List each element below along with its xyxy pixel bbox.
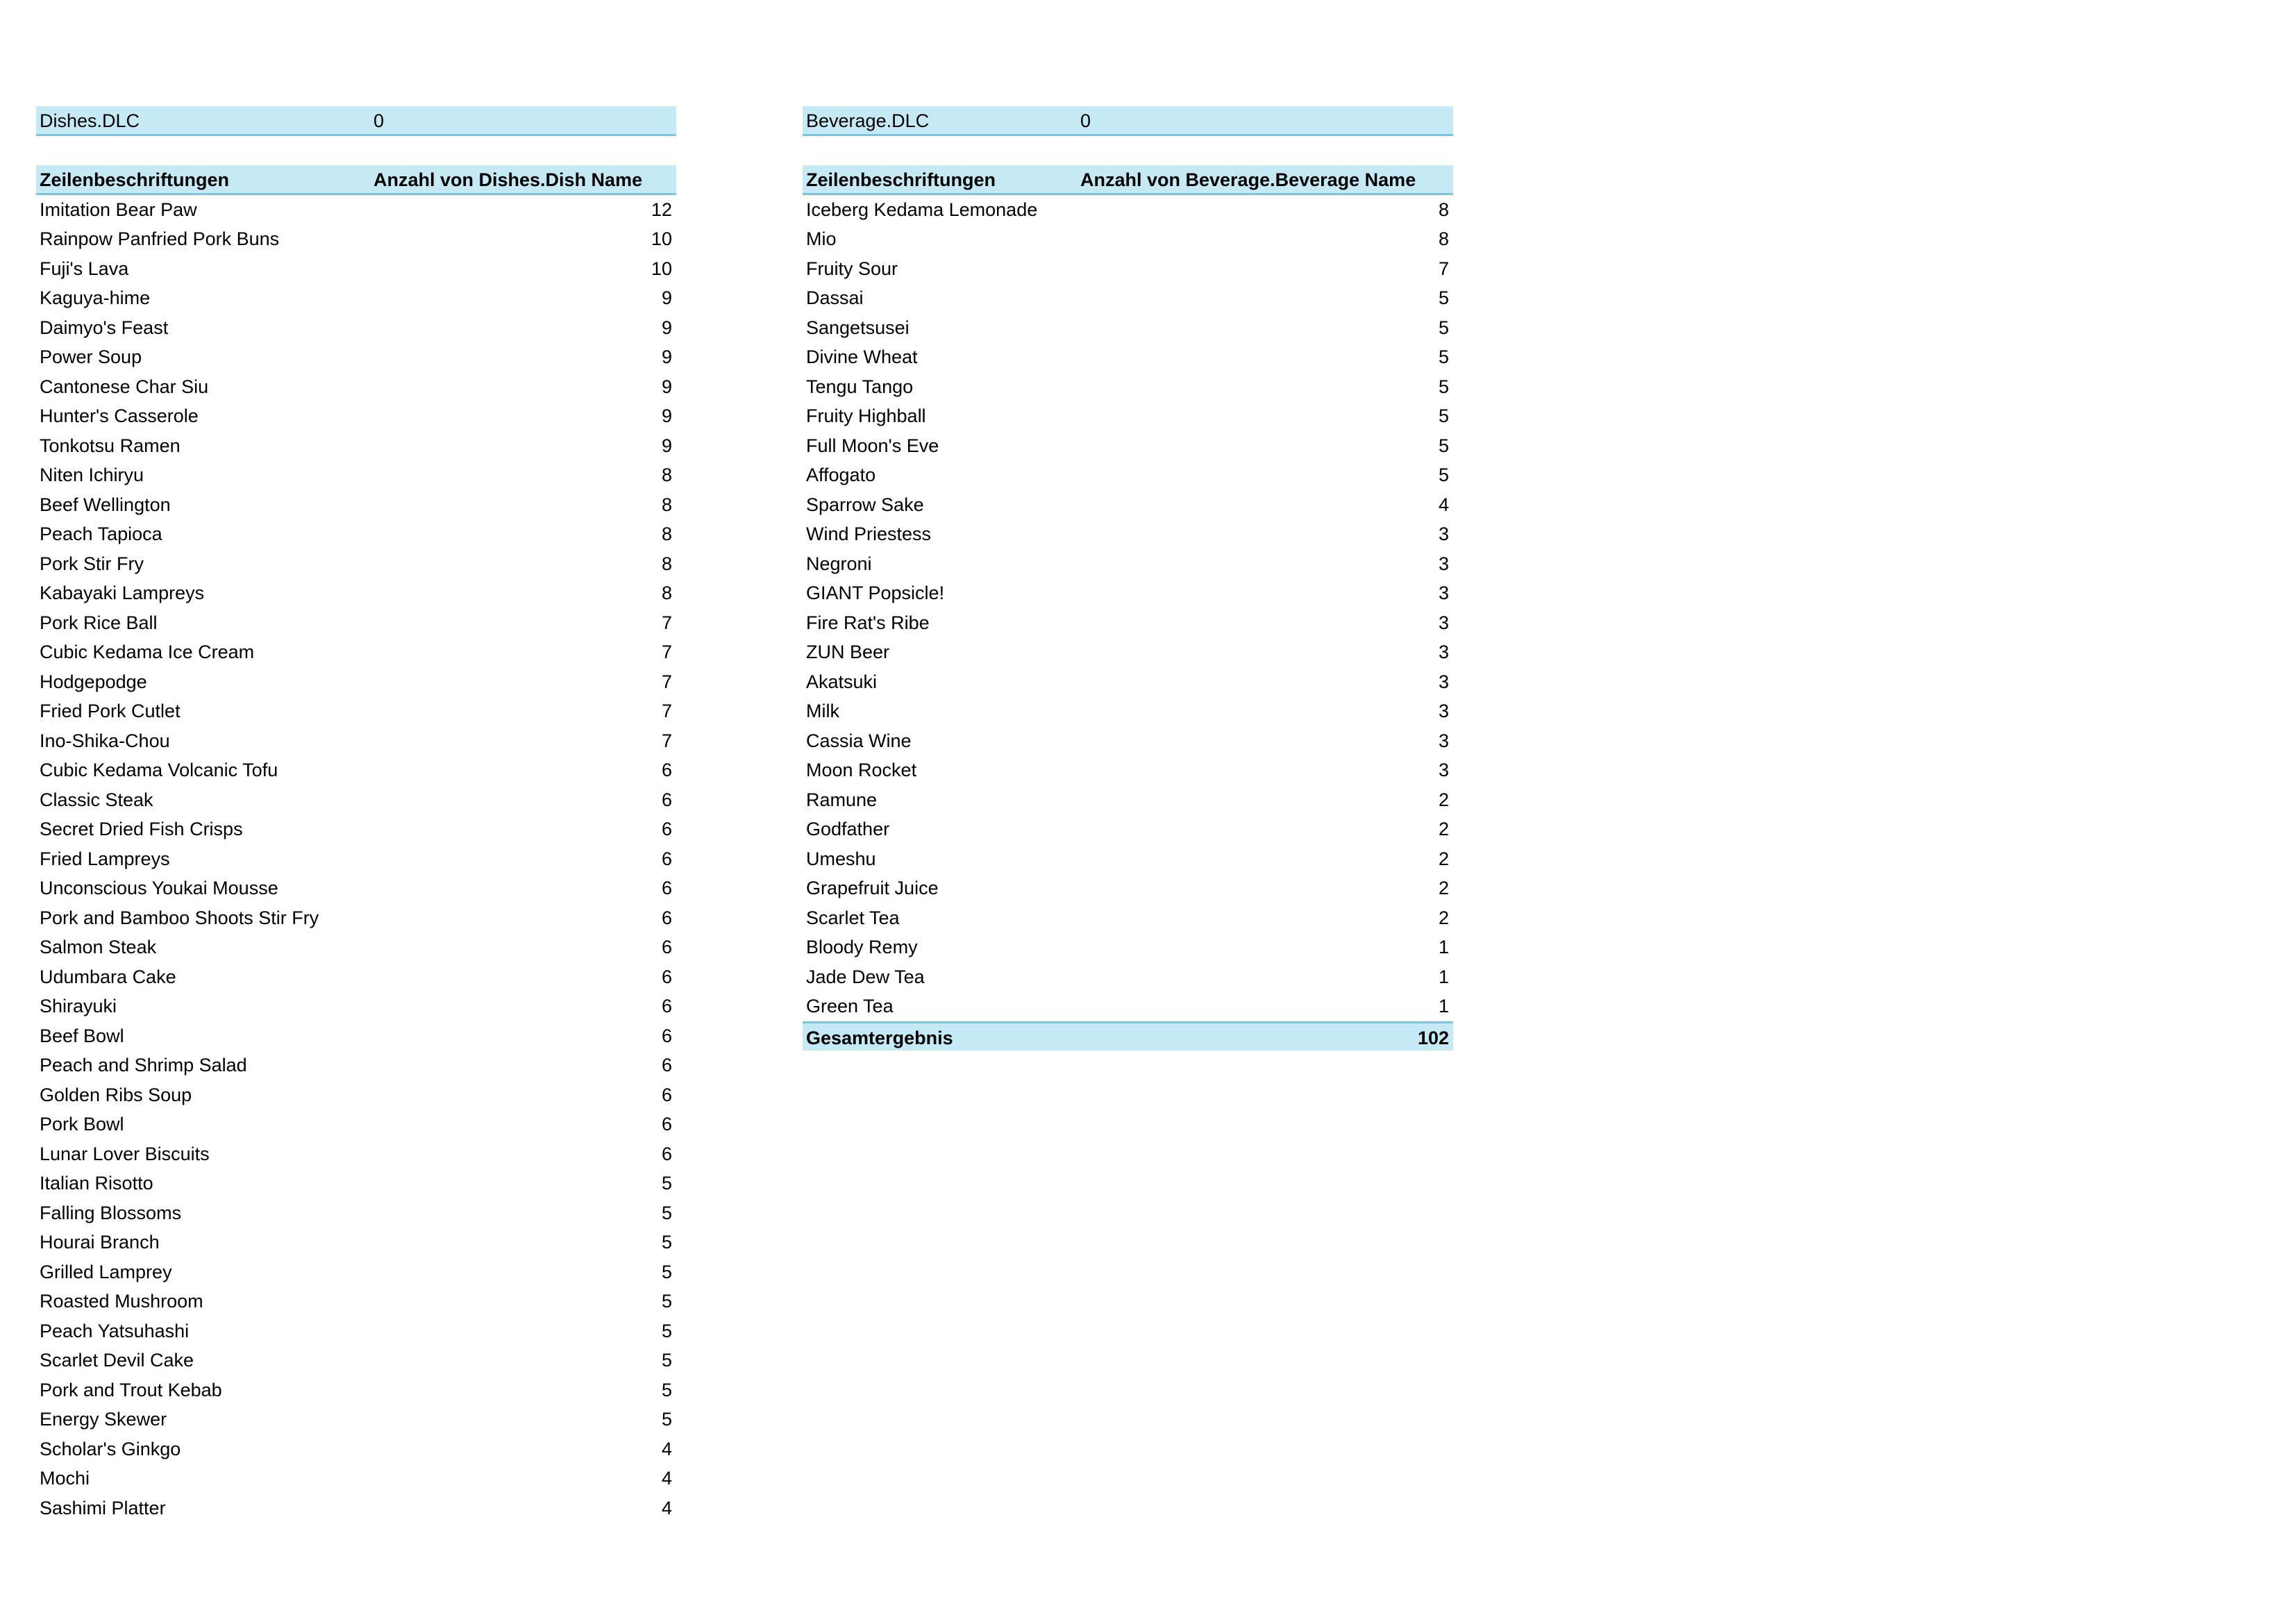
dish-table-row[interactable] <box>36 1139 676 1169</box>
beverage-filter-label: Beverage.DLC <box>806 110 930 131</box>
dish-row-label: Cantonese Char Siu <box>40 376 209 397</box>
dishes-filter-value[interactable]: 0 <box>374 110 385 131</box>
beverage-table-row[interactable] <box>803 490 1453 520</box>
beverage-table-row[interactable] <box>803 726 1453 756</box>
dish-row-count: 5 <box>661 1320 672 1341</box>
dish-row-count: 5 <box>661 1350 672 1371</box>
beverage-total-label: Gesamtergebnis <box>806 1027 953 1048</box>
dish-table-row[interactable] <box>36 1080 676 1110</box>
dishes-row-labels-header[interactable]: Zeilenbeschriftungen <box>40 169 230 190</box>
dish-row-label: Golden Ribs Soup <box>40 1084 192 1105</box>
beverage-filter-value[interactable]: 0 <box>1080 110 1091 131</box>
beverage-row-label: Wind Priestess <box>806 524 932 544</box>
dish-row-count: 6 <box>661 760 672 780</box>
beverage-header-row <box>803 165 1453 195</box>
beverage-row-count: 3 <box>1438 583 1449 603</box>
dish-table-row[interactable] <box>36 519 676 549</box>
beverage-table-row[interactable] <box>803 195 1453 225</box>
dish-row-label: Energy Skewer <box>40 1409 167 1430</box>
beverage-row-count: 3 <box>1438 642 1449 662</box>
beverage-row-count: 5 <box>1438 317 1449 338</box>
dish-row-count: 7 <box>661 671 672 692</box>
beverage-table-row[interactable] <box>803 578 1453 608</box>
beverage-row-count: 5 <box>1438 287 1449 308</box>
dish-row-count: 5 <box>661 1232 672 1253</box>
dish-row-label: Scarlet Devil Cake <box>40 1350 194 1371</box>
beverage-row-count: 3 <box>1438 553 1449 574</box>
dish-row-label: Secret Dried Fish Crisps <box>40 819 243 839</box>
dish-row-count: 7 <box>661 612 672 633</box>
beverage-row-label: Full Moon's Eve <box>806 435 939 456</box>
dish-row-label: Niten Ichiryu <box>40 464 144 485</box>
dish-row-label: Sashimi Platter <box>40 1497 166 1518</box>
dish-row-label: Shirayuki <box>40 996 117 1016</box>
dish-row-label: Hunter's Casserole <box>40 405 199 426</box>
beverage-table-row[interactable] <box>803 873 1453 903</box>
dish-row-count: 8 <box>661 524 672 544</box>
beverage-row-count: 5 <box>1438 435 1449 456</box>
dish-table-row[interactable] <box>36 401 676 431</box>
beverage-row-label: Milk <box>806 701 839 721</box>
dish-row-label: Cubic Kedama Volcanic Tofu <box>40 760 278 780</box>
dish-table-row[interactable] <box>36 637 676 667</box>
dish-row-label: Pork and Trout Kebab <box>40 1379 222 1400</box>
dish-table-row[interactable] <box>36 372 676 402</box>
beverage-row-count: 5 <box>1438 346 1449 367</box>
dish-row-count: 4 <box>661 1497 672 1518</box>
dish-row-label: Grilled Lamprey <box>40 1261 172 1282</box>
beverage-table-row[interactable] <box>803 755 1453 785</box>
beverage-row-count: 8 <box>1438 199 1449 220</box>
dish-row-count: 5 <box>661 1202 672 1223</box>
dish-row-label: Fried Pork Cutlet <box>40 701 181 721</box>
beverage-table-row[interactable] <box>803 431 1453 461</box>
beverage-table-row[interactable] <box>803 903 1453 933</box>
dish-row-label: Italian Risotto <box>40 1173 153 1194</box>
dish-table-row[interactable] <box>36 667 676 697</box>
beverage-row-label: Fruity Highball <box>806 405 926 426</box>
dish-row-count: 6 <box>661 1025 672 1046</box>
beverage-row-label: Fruity Sour <box>806 258 898 279</box>
dish-table-row[interactable] <box>36 1021 676 1051</box>
dish-table-row[interactable] <box>36 1375 676 1405</box>
dish-table-row[interactable] <box>36 1287 676 1316</box>
beverage-row-count: 1 <box>1438 996 1449 1016</box>
dish-row-label: Pork Stir Fry <box>40 553 144 574</box>
dish-row-label: Salmon Steak <box>40 937 157 957</box>
dish-row-label: Imitation Bear Paw <box>40 199 197 220</box>
dish-row-label: Pork Rice Ball <box>40 612 158 633</box>
dishes-count-header: Anzahl von Dishes.Dish Name <box>374 169 643 190</box>
dish-row-label: Fuji's Lava <box>40 258 129 279</box>
beverage-table-row[interactable] <box>803 254 1453 284</box>
dish-table-row[interactable] <box>36 903 676 933</box>
beverage-row-label: Dassai <box>806 287 864 308</box>
beverage-table-row[interactable] <box>803 460 1453 490</box>
beverage-table-row[interactable] <box>803 991 1453 1021</box>
dish-row-label: Pork and Bamboo Shoots Stir Fry <box>40 907 319 928</box>
beverage-row-count: 5 <box>1438 405 1449 426</box>
dish-row-count: 7 <box>661 642 672 662</box>
dish-row-count: 6 <box>661 996 672 1016</box>
dish-row-count: 9 <box>661 435 672 456</box>
dish-row-count: 10 <box>651 228 672 249</box>
beverage-row-label: Iceberg Kedama Lemonade <box>806 199 1038 220</box>
dish-table-row[interactable] <box>36 254 676 284</box>
dish-row-label: Mochi <box>40 1468 90 1489</box>
beverage-table-row[interactable] <box>803 372 1453 402</box>
dish-table-row[interactable] <box>36 1110 676 1139</box>
dish-row-count: 5 <box>661 1291 672 1312</box>
dish-row-label: Cubic Kedama Ice Cream <box>40 642 255 662</box>
dishes-rows <box>36 195 676 1523</box>
dish-table-row[interactable] <box>36 1434 676 1464</box>
beverage-row-count: 7 <box>1438 258 1449 279</box>
beverage-row-count: 3 <box>1438 701 1449 721</box>
dish-row-label: Kabayaki Lampreys <box>40 583 205 603</box>
dish-row-count: 6 <box>661 819 672 839</box>
beverage-row-count: 2 <box>1438 907 1449 928</box>
dish-row-count: 6 <box>661 848 672 869</box>
dish-row-count: 9 <box>661 346 672 367</box>
dish-row-label: Udumbara Cake <box>40 966 176 987</box>
dish-row-label: Roasted Mushroom <box>40 1291 203 1312</box>
dishes-filter-row[interactable] <box>36 106 676 136</box>
beverage-row-label: Tengu Tango <box>806 376 914 397</box>
dish-row-count: 8 <box>661 464 672 485</box>
dish-table-row[interactable] <box>36 1493 676 1523</box>
dish-table-row[interactable] <box>36 1316 676 1346</box>
dish-table-row[interactable] <box>36 1464 676 1493</box>
beverage-table-row[interactable] <box>803 549 1453 579</box>
dish-table-row[interactable] <box>36 726 676 756</box>
dish-row-label: Scholar's Ginkgo <box>40 1438 181 1459</box>
dish-table-row[interactable] <box>36 1228 676 1257</box>
dishes-header-row <box>36 165 676 195</box>
beverage-table-row[interactable] <box>803 637 1453 667</box>
dish-table-row[interactable] <box>36 342 676 372</box>
beverage-row-label: Mio <box>806 228 837 249</box>
dish-row-count: 6 <box>661 789 672 810</box>
beverage-row-count: 2 <box>1438 878 1449 898</box>
beverage-row-label: Godfather <box>806 819 890 839</box>
dish-row-count: 6 <box>661 907 672 928</box>
dish-table-row[interactable] <box>36 460 676 490</box>
dish-row-count: 9 <box>661 287 672 308</box>
dish-table-row[interactable] <box>36 755 676 785</box>
dish-table-row[interactable] <box>36 962 676 992</box>
beverage-row-label: GIANT Popsicle! <box>806 583 945 603</box>
dish-row-count: 5 <box>661 1261 672 1282</box>
dish-row-count: 6 <box>661 1055 672 1075</box>
beverage-table-row[interactable] <box>803 814 1453 844</box>
dishes-pivot-table <box>36 106 676 1523</box>
beverage-total-value: 102 <box>1417 1027 1449 1048</box>
dish-row-count: 6 <box>661 966 672 987</box>
dish-row-count: 7 <box>661 701 672 721</box>
dish-row-count: 12 <box>651 199 672 220</box>
dish-row-count: 9 <box>661 376 672 397</box>
dish-row-label: Peach Yatsuhashi <box>40 1320 190 1341</box>
beverage-table-row[interactable] <box>803 608 1453 638</box>
beverage-row-count: 3 <box>1438 524 1449 544</box>
dish-row-label: Power Soup <box>40 346 142 367</box>
beverage-table-row[interactable] <box>803 401 1453 431</box>
dish-row-label: Falling Blossoms <box>40 1202 182 1223</box>
beverage-row-label: ZUN Beer <box>806 642 890 662</box>
dish-row-count: 6 <box>661 1084 672 1105</box>
dish-row-count: 6 <box>661 937 672 957</box>
beverage-row-count: 5 <box>1438 376 1449 397</box>
beverage-row-count: 1 <box>1438 966 1449 987</box>
dish-row-count: 8 <box>661 583 672 603</box>
dish-table-row[interactable] <box>36 696 676 726</box>
spacer-row <box>36 136 676 166</box>
beverage-table-row[interactable] <box>803 844 1453 874</box>
dish-table-row[interactable] <box>36 932 676 962</box>
beverage-row-label: Ramune <box>806 789 878 810</box>
dish-row-label: Peach and Shrimp Salad <box>40 1055 247 1075</box>
beverage-row-count: 5 <box>1438 464 1449 485</box>
dish-row-label: Rainpow Panfried Pork Buns <box>40 228 280 249</box>
dish-table-row[interactable] <box>36 1050 676 1080</box>
beverage-row-label: Negroni <box>806 553 872 574</box>
dish-row-count: 9 <box>661 405 672 426</box>
beverage-rows <box>803 195 1453 1021</box>
dish-table-row[interactable] <box>36 224 676 254</box>
beverage-row-count: 2 <box>1438 819 1449 839</box>
beverage-table-row[interactable] <box>803 519 1453 549</box>
dish-row-label: Kaguya-hime <box>40 287 151 308</box>
beverage-total-row <box>803 1021 1453 1051</box>
beverage-table-row[interactable] <box>803 785 1453 815</box>
beverage-row-count: 2 <box>1438 848 1449 869</box>
dish-row-label: Beef Wellington <box>40 494 171 515</box>
dish-table-row[interactable] <box>36 608 676 638</box>
dish-row-label: Classic Steak <box>40 789 153 810</box>
dish-table-row[interactable] <box>36 578 676 608</box>
dish-row-label: Unconscious Youkai Mousse <box>40 878 278 898</box>
dish-table-row[interactable] <box>36 785 676 815</box>
beverage-row-label: Divine Wheat <box>806 346 918 367</box>
beverage-row-count: 3 <box>1438 671 1449 692</box>
beverage-row-count: 1 <box>1438 937 1449 957</box>
dish-row-label: Hourai Branch <box>40 1232 160 1253</box>
dish-row-count: 6 <box>661 878 672 898</box>
beverage-row-label: Cassia Wine <box>806 730 912 751</box>
dish-row-label: Ino-Shika-Chou <box>40 730 170 751</box>
dish-table-row[interactable] <box>36 1198 676 1228</box>
dish-row-count: 9 <box>661 317 672 338</box>
dish-row-count: 5 <box>661 1379 672 1400</box>
dish-row-label: Beef Bowl <box>40 1025 124 1046</box>
beverage-row-label: Bloody Remy <box>806 937 918 957</box>
beverage-filter-row[interactable] <box>803 106 1453 136</box>
beverage-row-count: 8 <box>1438 228 1449 249</box>
dish-row-count: 4 <box>661 1438 672 1459</box>
beverage-row-label: Fire Rat's Ribe <box>806 612 930 633</box>
beverage-row-label: Sparrow Sake <box>806 494 924 515</box>
beverage-row-labels-header[interactable]: Zeilenbeschriftungen <box>806 169 996 190</box>
beverage-table-row[interactable] <box>803 932 1453 962</box>
beverage-table-row[interactable] <box>803 696 1453 726</box>
beverage-row-count: 2 <box>1438 789 1449 810</box>
dish-row-label: Tonkotsu Ramen <box>40 435 181 456</box>
dish-row-count: 8 <box>661 553 672 574</box>
dish-table-row[interactable] <box>36 1257 676 1287</box>
beverage-row-count: 4 <box>1438 494 1449 515</box>
beverage-row-count: 3 <box>1438 760 1449 780</box>
dish-table-row[interactable] <box>36 431 676 461</box>
dish-table-row[interactable] <box>36 195 676 225</box>
beverage-row-label: Scarlet Tea <box>806 907 900 928</box>
beverage-row-label: Moon Rocket <box>806 760 917 780</box>
dish-table-row[interactable] <box>36 991 676 1021</box>
beverage-row-label: Affogato <box>806 464 876 485</box>
dish-row-count: 7 <box>661 730 672 751</box>
dish-table-row[interactable] <box>36 1346 676 1375</box>
dish-table-row[interactable] <box>36 1405 676 1434</box>
spacer-row <box>803 136 1453 166</box>
beverage-table-row[interactable] <box>803 342 1453 372</box>
dish-row-count: 6 <box>661 1143 672 1164</box>
dish-row-label: Peach Tapioca <box>40 524 162 544</box>
beverage-row-label: Umeshu <box>806 848 876 869</box>
beverage-table-row[interactable] <box>803 313 1453 343</box>
beverage-row-count: 3 <box>1438 730 1449 751</box>
beverage-table-row[interactable] <box>803 962 1453 992</box>
beverage-row-label: Grapefruit Juice <box>806 878 939 898</box>
dish-row-count: 8 <box>661 494 672 515</box>
dish-row-label: Lunar Lover Biscuits <box>40 1143 210 1164</box>
beverage-count-header: Anzahl von Beverage.Beverage Name <box>1080 169 1416 190</box>
beverage-table-row[interactable] <box>803 283 1453 313</box>
dish-row-count: 4 <box>661 1468 672 1489</box>
dish-table-row[interactable] <box>36 490 676 520</box>
dishes-filter-label: Dishes.DLC <box>40 110 140 131</box>
dish-table-row[interactable] <box>36 283 676 313</box>
beverage-row-label: Akatsuki <box>806 671 878 692</box>
beverage-table-row[interactable] <box>803 667 1453 697</box>
dish-table-row[interactable] <box>36 873 676 903</box>
dish-row-label: Fried Lampreys <box>40 848 170 869</box>
beverage-row-label: Green Tea <box>806 996 894 1016</box>
dish-table-row[interactable] <box>36 1169 676 1198</box>
dish-row-label: Hodgepodge <box>40 671 147 692</box>
dish-row-count: 5 <box>661 1173 672 1194</box>
dish-table-row[interactable] <box>36 549 676 579</box>
dish-table-row[interactable] <box>36 313 676 343</box>
beverage-row-label: Sangetsusei <box>806 317 910 338</box>
beverage-table-row[interactable] <box>803 224 1453 254</box>
beverage-row-label: Jade Dew Tea <box>806 966 925 987</box>
dish-row-label: Pork Bowl <box>40 1114 124 1135</box>
beverage-row-count: 3 <box>1438 612 1449 633</box>
dish-table-row[interactable] <box>36 844 676 874</box>
beverage-pivot-table <box>803 106 1453 1050</box>
dish-table-row[interactable] <box>36 814 676 844</box>
dish-row-count: 10 <box>651 258 672 279</box>
dish-row-count: 5 <box>661 1409 672 1430</box>
dish-row-label: Daimyo's Feast <box>40 317 169 338</box>
dish-row-count: 6 <box>661 1114 672 1135</box>
